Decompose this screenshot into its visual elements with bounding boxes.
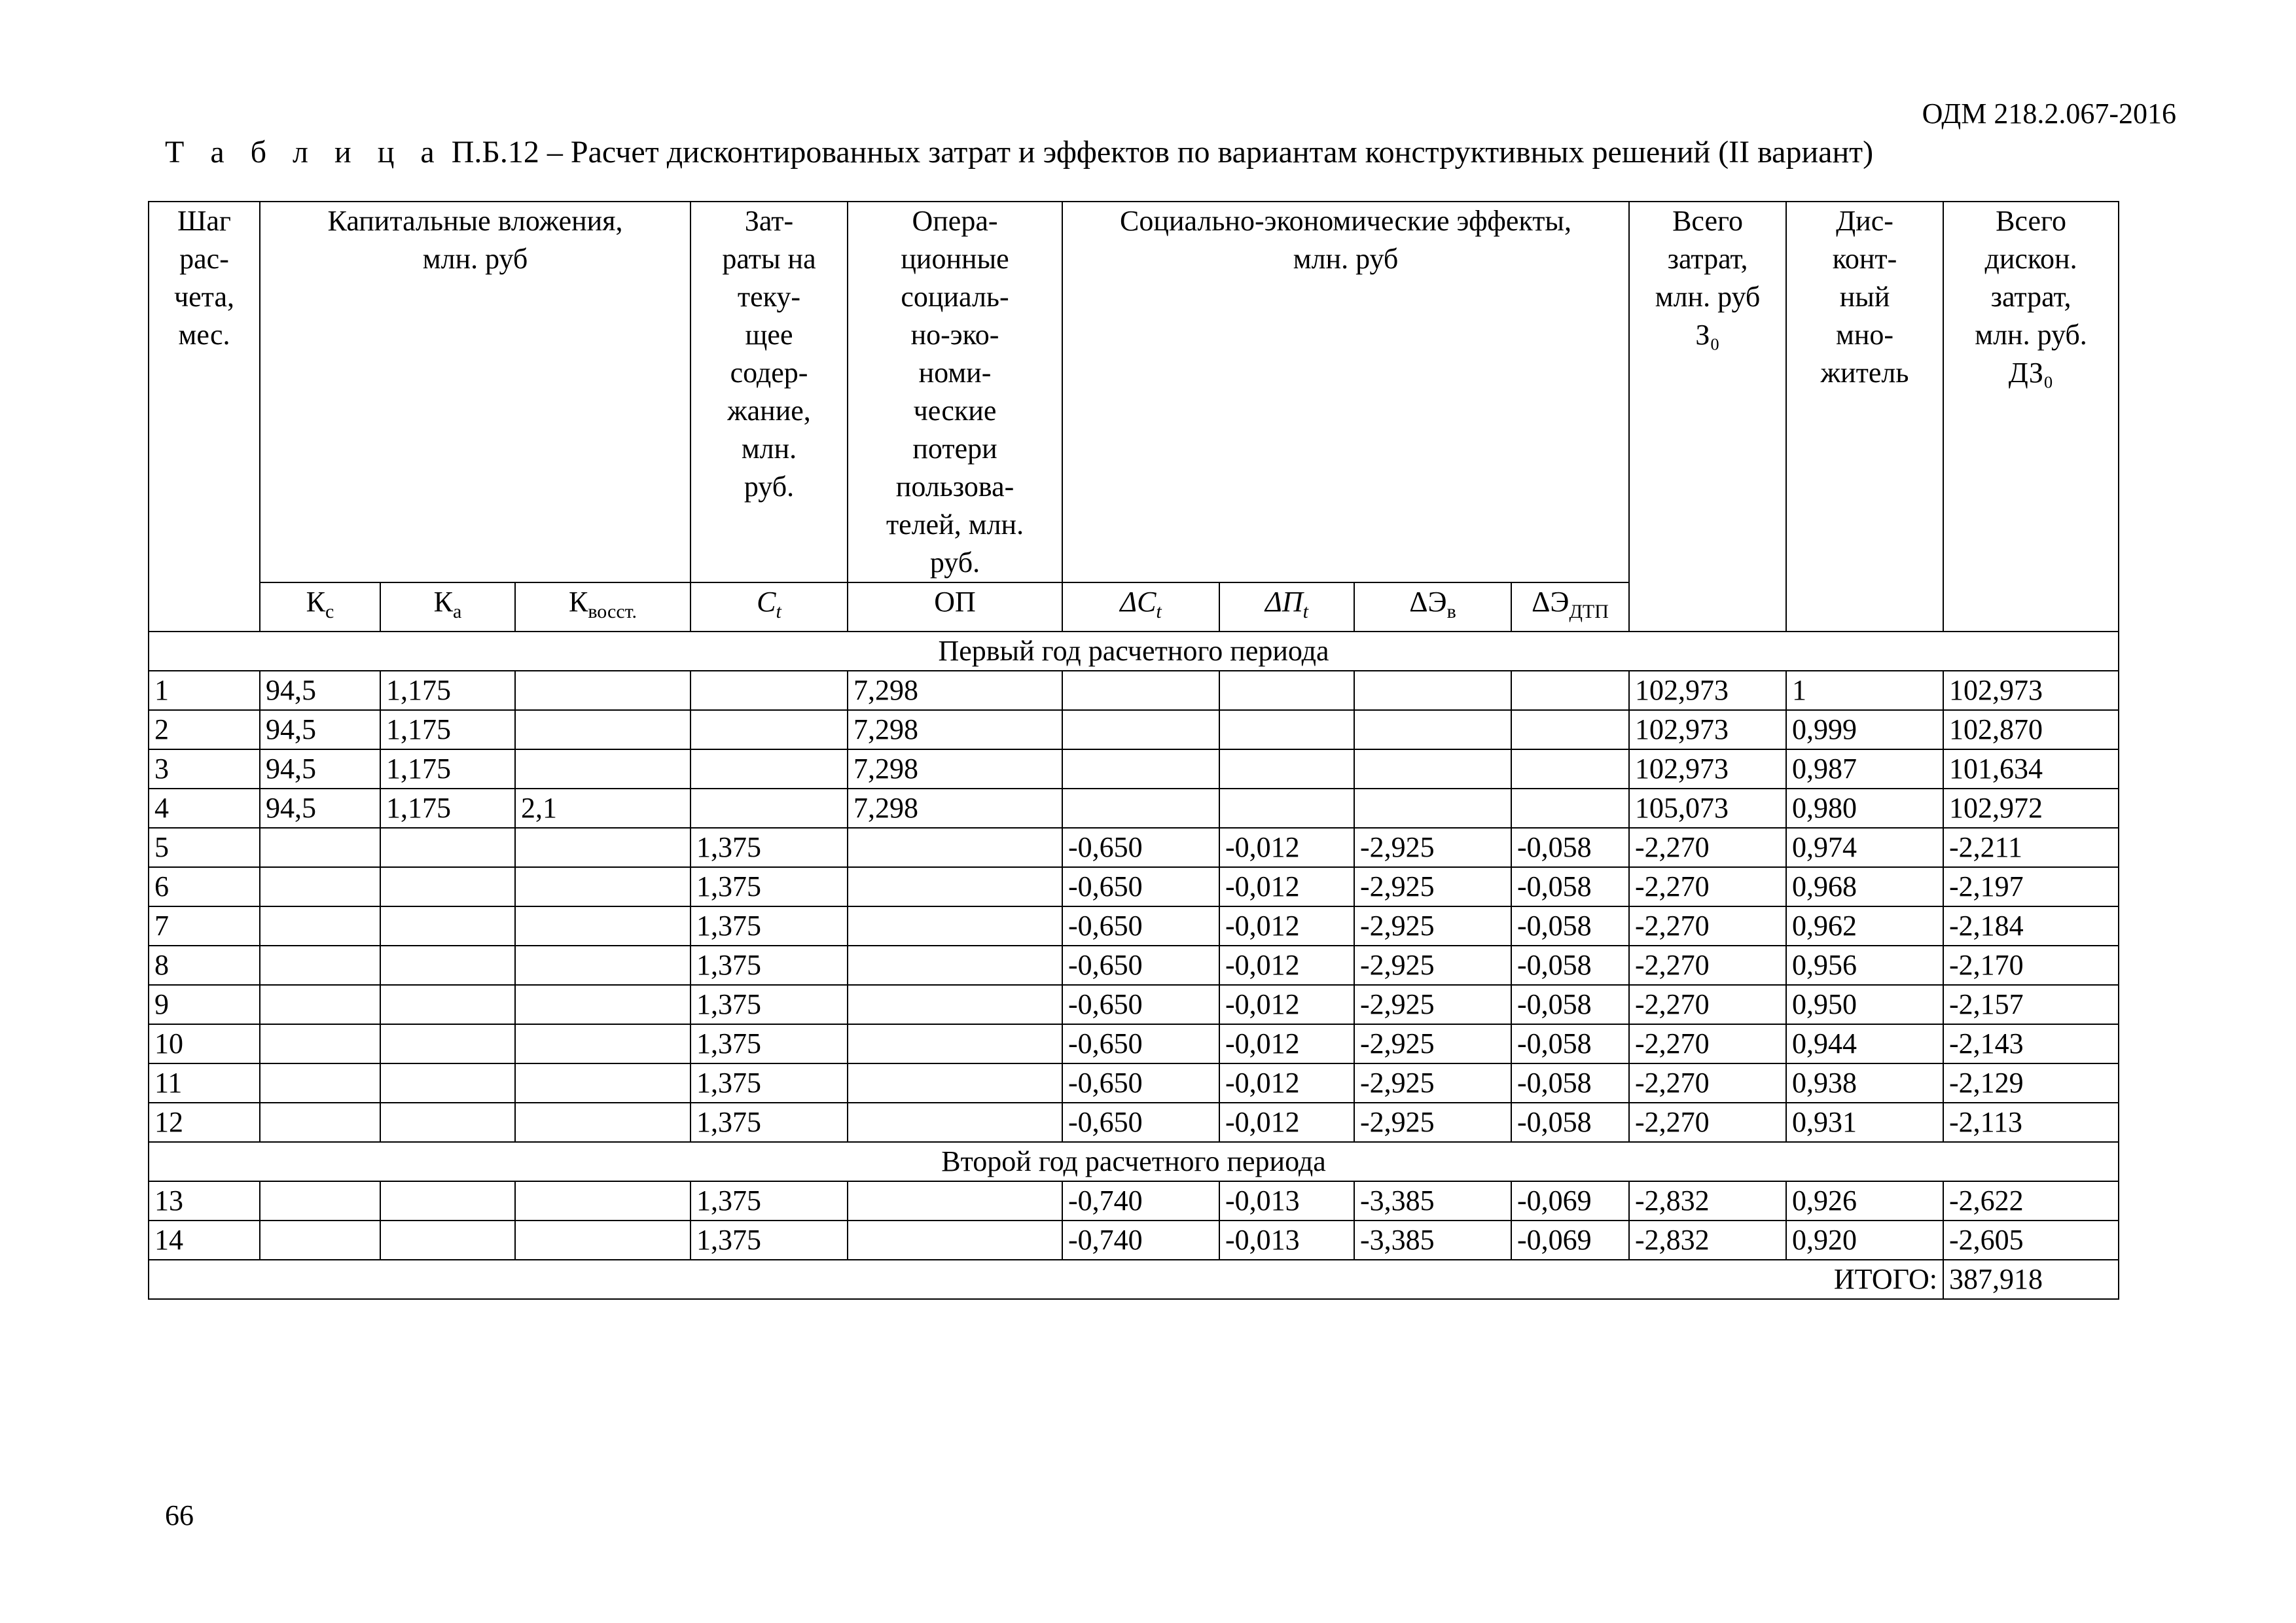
table-cell: -0,013 [1219, 1221, 1354, 1260]
table-cell: 102,973 [1943, 671, 2119, 710]
table-cell [380, 828, 515, 867]
symbol-subscript: ДТП [1569, 600, 1609, 622]
total-row [149, 1260, 2119, 1299]
table-cell [1219, 749, 1354, 789]
table-row [149, 906, 2119, 946]
header-line: Всего [1672, 205, 1743, 237]
table-cell [515, 906, 691, 946]
symbol-base: C [757, 586, 776, 618]
header-line: мес. [178, 319, 230, 351]
table-cell: 3 [149, 749, 260, 789]
table-cell: -2,925 [1354, 1103, 1511, 1142]
table-cell [848, 1103, 1062, 1142]
table-cell [1219, 671, 1354, 710]
table-cell: -2,270 [1629, 906, 1786, 946]
symbol-base: К [433, 586, 454, 618]
table-cell: -0,650 [1062, 1103, 1219, 1142]
symbol-base: К [568, 586, 588, 618]
table-cell: -2,925 [1354, 828, 1511, 867]
header-line: затрат, [1667, 243, 1748, 275]
header-line: млн. [741, 433, 797, 465]
table-cell [848, 1063, 1062, 1103]
table-cell: 1,175 [380, 749, 515, 789]
header-line: ный [1839, 281, 1890, 313]
table-cell [848, 867, 1062, 906]
table-cell: 9 [149, 985, 260, 1024]
table-cell [848, 1024, 1062, 1063]
table-cell: 0,950 [1786, 985, 1943, 1024]
table-cell: -0,069 [1511, 1181, 1629, 1221]
header-line: мно- [1836, 319, 1894, 351]
symbol-subscript: восст. [588, 600, 637, 622]
table-cell: -0,012 [1219, 1063, 1354, 1103]
total-label: ИТОГО: [149, 1260, 1943, 1299]
table-cell: 94,5 [260, 710, 380, 749]
table-cell: -2,622 [1943, 1181, 2119, 1221]
table-cell: 1,175 [380, 789, 515, 828]
table-cell: -2,270 [1629, 946, 1786, 985]
table-cell: -3,385 [1354, 1181, 1511, 1221]
table-cell: -2,129 [1943, 1063, 2119, 1103]
table-cell: 1,175 [380, 671, 515, 710]
table-cell [515, 1024, 691, 1063]
table-cell: -2,270 [1629, 1103, 1786, 1142]
header-line: социаль- [901, 281, 1009, 313]
table-cell: -0,650 [1062, 867, 1219, 906]
table-cell [260, 828, 380, 867]
symbol-base: ОП [934, 586, 976, 618]
table-cell: 2 [149, 710, 260, 749]
table-cell: -3,385 [1354, 1221, 1511, 1260]
table-cell [1219, 789, 1354, 828]
table-cell: -0,058 [1511, 985, 1629, 1024]
header-line: но-эко- [910, 319, 999, 351]
symbol-subscript: t [1156, 600, 1162, 622]
table-cell: -2,157 [1943, 985, 2119, 1024]
table-cell: -0,650 [1062, 1063, 1219, 1103]
header-line: жание, [727, 395, 811, 427]
header-line: Всего [1996, 205, 2066, 237]
table-cell: 0,956 [1786, 946, 1943, 985]
table-cell: -0,650 [1062, 946, 1219, 985]
subheader-ka [380, 582, 515, 632]
table-cell [260, 985, 380, 1024]
symbol-base: К [306, 586, 326, 618]
table-cell: 6 [149, 867, 260, 906]
header-line: потери [912, 433, 997, 465]
header-line: Опера- [912, 205, 998, 237]
subheader-kc [260, 582, 380, 632]
table-cell [848, 1181, 1062, 1221]
table-cell [515, 946, 691, 985]
table-cell: -0,013 [1219, 1181, 1354, 1221]
table-cell [515, 1063, 691, 1103]
table-cell: 7 [149, 906, 260, 946]
table-cell: -0,058 [1511, 1024, 1629, 1063]
table-cell: 7,298 [848, 710, 1062, 749]
table-row [149, 1063, 2119, 1103]
table-cell: 0,974 [1786, 828, 1943, 867]
table-cell: -2,170 [1943, 946, 2119, 985]
table-cell [380, 1221, 515, 1260]
table-cell [380, 1063, 515, 1103]
table-cell: 1,375 [691, 1221, 848, 1260]
table-cell: 1,375 [691, 1181, 848, 1221]
table-row [149, 749, 2119, 789]
table-cell: 102,973 [1629, 749, 1786, 789]
table-cell [1511, 749, 1629, 789]
table-cell: -2,925 [1354, 985, 1511, 1024]
header-line: конт- [1832, 243, 1897, 275]
header-line: дискон. [1984, 243, 2077, 275]
header-line: руб. [929, 546, 980, 579]
table-cell [260, 867, 380, 906]
table-cell: -0,650 [1062, 1024, 1219, 1063]
table-cell [380, 985, 515, 1024]
table-cell: -2,925 [1354, 906, 1511, 946]
table-cell [380, 1024, 515, 1063]
table-row [149, 1181, 2119, 1221]
table-cell [260, 1221, 380, 1260]
header-line: руб. [744, 471, 795, 503]
table-cell: 0,920 [1786, 1221, 1943, 1260]
subheader-delta-ev [1354, 582, 1511, 632]
header-line: Зат- [744, 205, 794, 237]
table-cell: -2,270 [1629, 1063, 1786, 1103]
table-cell: 1,375 [691, 867, 848, 906]
table-cell: -0,012 [1219, 1103, 1354, 1142]
table-cell: -2,113 [1943, 1103, 2119, 1142]
table-cell [848, 828, 1062, 867]
table-cell: 1,375 [691, 946, 848, 985]
table-cell: 14 [149, 1221, 260, 1260]
symbol-base: ΔC [1120, 586, 1157, 618]
table-cell: 1,375 [691, 906, 848, 946]
table-cell: -0,012 [1219, 828, 1354, 867]
subheader-delta-ct [1062, 582, 1219, 632]
table-cell [515, 671, 691, 710]
table-cell: 94,5 [260, 789, 380, 828]
caption-text: – Расчет дисконтированных затрат и эффектов по вариантам конструктивных решений (II вариант) [547, 135, 1874, 169]
table-cell [380, 1181, 515, 1221]
header-line: ДЗ₀ [2008, 357, 2054, 389]
section-first-year: Первый год расчетного периода [149, 632, 2119, 671]
table-cell: 101,634 [1943, 749, 2119, 789]
table-cell: 102,973 [1629, 671, 1786, 710]
header-line: затрат, [1990, 281, 2072, 313]
symbol-base: ΔЭ [1409, 586, 1447, 618]
page-number: 66 [165, 1499, 194, 1531]
table-cell [260, 1181, 380, 1221]
table-cell: -0,058 [1511, 906, 1629, 946]
table-row [149, 867, 2119, 906]
table-cell [260, 906, 380, 946]
table-cell: -0,650 [1062, 828, 1219, 867]
table-cell: -2,925 [1354, 1024, 1511, 1063]
table-cell [1354, 671, 1511, 710]
table-cell: 7,298 [848, 671, 1062, 710]
table-cell [1062, 749, 1219, 789]
table-cell: 1,175 [380, 710, 515, 749]
table-cell: 1 [149, 671, 260, 710]
subheader-op [848, 582, 1062, 632]
table-cell: 12 [149, 1103, 260, 1142]
subheader-delta-edtp [1511, 582, 1629, 632]
symbol-subscript: в [1446, 600, 1456, 622]
table-cell: -0,058 [1511, 828, 1629, 867]
table-cell [1354, 710, 1511, 749]
table-cell: -2,832 [1629, 1181, 1786, 1221]
table-row [149, 1024, 2119, 1063]
table-cell [380, 906, 515, 946]
table-cell: -2,925 [1354, 1063, 1511, 1103]
header-line: пользова- [895, 471, 1014, 503]
section-row [149, 1142, 2119, 1181]
table-cell: 105,073 [1629, 789, 1786, 828]
table-cell: 5 [149, 828, 260, 867]
table-row [149, 789, 2119, 828]
total-value: 387,918 [1943, 1260, 2119, 1299]
table-cell: -0,069 [1511, 1221, 1629, 1260]
header-line: Шаг [177, 205, 231, 237]
table-cell: -0,058 [1511, 1103, 1629, 1142]
symbol-base: ΔП [1265, 586, 1303, 618]
table-cell [1354, 789, 1511, 828]
table-cell: 0,962 [1786, 906, 1943, 946]
table-cell: -0,058 [1511, 1063, 1629, 1103]
symbol-subscript: t [776, 600, 781, 622]
table-cell: 0,980 [1786, 789, 1943, 828]
table-cell [1511, 789, 1629, 828]
table-cell: -2,270 [1629, 828, 1786, 867]
header-line: содер- [730, 357, 808, 389]
table-cell: 4 [149, 789, 260, 828]
table-cell [1511, 671, 1629, 710]
table-cell [848, 985, 1062, 1024]
table-cell [260, 1103, 380, 1142]
table-row [149, 710, 2119, 749]
header-total-discounted-costs [1943, 202, 2119, 632]
table-row [149, 828, 2119, 867]
table-cell [1062, 710, 1219, 749]
header-line: млн. руб [1655, 281, 1761, 313]
table-cell [515, 1181, 691, 1221]
header-line: раты на [722, 243, 816, 275]
table-cell: 1,375 [691, 985, 848, 1024]
header-line: житель [1820, 357, 1909, 389]
table-cell [691, 710, 848, 749]
header-line: млн. руб [1293, 243, 1399, 275]
table-cell: 1,375 [691, 1103, 848, 1142]
table-cell [1354, 749, 1511, 789]
header-line: З₀ [1695, 319, 1720, 351]
caption-number: П.Б.12 [451, 135, 539, 169]
table-cell [1062, 671, 1219, 710]
table-cell: -2,184 [1943, 906, 2119, 946]
table-cell [691, 671, 848, 710]
table-cell: 0,926 [1786, 1181, 1943, 1221]
table-cell: 102,972 [1943, 789, 2119, 828]
table-cell: -0,012 [1219, 1024, 1354, 1063]
table-cell: 0,944 [1786, 1024, 1943, 1063]
table-cell: -0,650 [1062, 906, 1219, 946]
table-cell [1062, 789, 1219, 828]
header-line: Социально-экономические эффекты, [1120, 205, 1571, 237]
table-cell: 10 [149, 1024, 260, 1063]
symbol-base: ΔЭ [1532, 586, 1570, 618]
table-cell: -0,012 [1219, 906, 1354, 946]
table-cell: 7,298 [848, 789, 1062, 828]
symbol-subscript: t [1302, 600, 1308, 622]
header-operational-losses [848, 202, 1062, 582]
subheader-delta-pt [1219, 582, 1354, 632]
table-cell [380, 867, 515, 906]
table-cell: 1,375 [691, 828, 848, 867]
table-cell: -2,270 [1629, 867, 1786, 906]
header-line: телей, млн. [886, 508, 1024, 541]
table-cell: 1 [1786, 671, 1943, 710]
table-cell [260, 1024, 380, 1063]
table-cell: -0,012 [1219, 867, 1354, 906]
header-line: Капитальные вложения, [327, 205, 623, 237]
table-cell: 2,1 [515, 789, 691, 828]
discounted-costs-table [148, 201, 2119, 1300]
table-cell: -0,740 [1062, 1221, 1219, 1260]
section-second-year: Второй год расчетного периода [149, 1142, 2119, 1181]
header-line: щее [745, 319, 793, 351]
table-cell: -2,925 [1354, 946, 1511, 985]
table-cell: 0,938 [1786, 1063, 1943, 1103]
header-line: Дис- [1836, 205, 1893, 237]
table-cell: 0,987 [1786, 749, 1943, 789]
header-line: ционные [901, 243, 1009, 275]
table-cell: 102,870 [1943, 710, 2119, 749]
table-cell: -0,740 [1062, 1181, 1219, 1221]
table-row [149, 985, 2119, 1024]
table-cell: 102,973 [1629, 710, 1786, 749]
table-cell: -0,012 [1219, 985, 1354, 1024]
table-cell: -2,270 [1629, 1024, 1786, 1063]
table-cell [515, 985, 691, 1024]
symbol-subscript: с [325, 600, 334, 622]
subheader-ct [691, 582, 848, 632]
table-cell: -2,197 [1943, 867, 2119, 906]
table-row [149, 946, 2119, 985]
table-cell [691, 749, 848, 789]
header-socioeconomic-effects [1062, 202, 1629, 582]
document-code: ОДМ 218.2.067-2016 [1922, 98, 2176, 130]
table-cell: 0,968 [1786, 867, 1943, 906]
table-cell [1511, 710, 1629, 749]
header-step [149, 202, 260, 632]
table-cell [515, 1103, 691, 1142]
table-cell: -0,650 [1062, 985, 1219, 1024]
table-cell [515, 710, 691, 749]
header-line: ческие [913, 395, 997, 427]
table-cell [515, 1221, 691, 1260]
table-caption [165, 134, 1873, 170]
table-cell: -2,270 [1629, 985, 1786, 1024]
table-cell [260, 1063, 380, 1103]
table-cell [691, 789, 848, 828]
table-cell: 8 [149, 946, 260, 985]
table-cell [260, 946, 380, 985]
table-cell: -0,058 [1511, 946, 1629, 985]
table-cell: 94,5 [260, 671, 380, 710]
header-line: млн. руб. [1975, 319, 2087, 351]
header-line: млн. руб [422, 243, 528, 275]
table-cell: 11 [149, 1063, 260, 1103]
table-cell [380, 946, 515, 985]
header-maintenance-costs [691, 202, 848, 582]
table-cell: 13 [149, 1181, 260, 1221]
table-cell [848, 946, 1062, 985]
table-cell [1219, 710, 1354, 749]
table-cell: -2,925 [1354, 867, 1511, 906]
table-cell [515, 749, 691, 789]
header-line: чета, [174, 281, 234, 313]
table-cell: 0,931 [1786, 1103, 1943, 1142]
header-line: теку- [737, 281, 801, 313]
table-row [149, 1103, 2119, 1142]
table-row [149, 1221, 2119, 1260]
table-cell: 1,375 [691, 1063, 848, 1103]
header-discount-factor [1786, 202, 1943, 632]
table-cell: 0,999 [1786, 710, 1943, 749]
symbol-subscript: а [453, 600, 462, 622]
table-cell: -2,605 [1943, 1221, 2119, 1260]
table-cell: -2,832 [1629, 1221, 1786, 1260]
table-cell: 7,298 [848, 749, 1062, 789]
table-cell: -0,058 [1511, 867, 1629, 906]
table-cell: 94,5 [260, 749, 380, 789]
caption-prefix: Т а б л и ц а [165, 135, 444, 169]
table-row [149, 671, 2119, 710]
table-cell: -2,143 [1943, 1024, 2119, 1063]
header-capital-investments [260, 202, 691, 582]
table-cell [515, 828, 691, 867]
table-cell: -0,012 [1219, 946, 1354, 985]
table-cell [848, 1221, 1062, 1260]
header-line: номи- [918, 357, 992, 389]
table-cell [380, 1103, 515, 1142]
subheader-k-restoration [515, 582, 691, 632]
table-cell [515, 867, 691, 906]
table-cell: -2,211 [1943, 828, 2119, 867]
table-cell: 1,375 [691, 1024, 848, 1063]
header-line: рас- [179, 243, 229, 275]
table-cell [848, 906, 1062, 946]
header-total-costs [1629, 202, 1786, 632]
